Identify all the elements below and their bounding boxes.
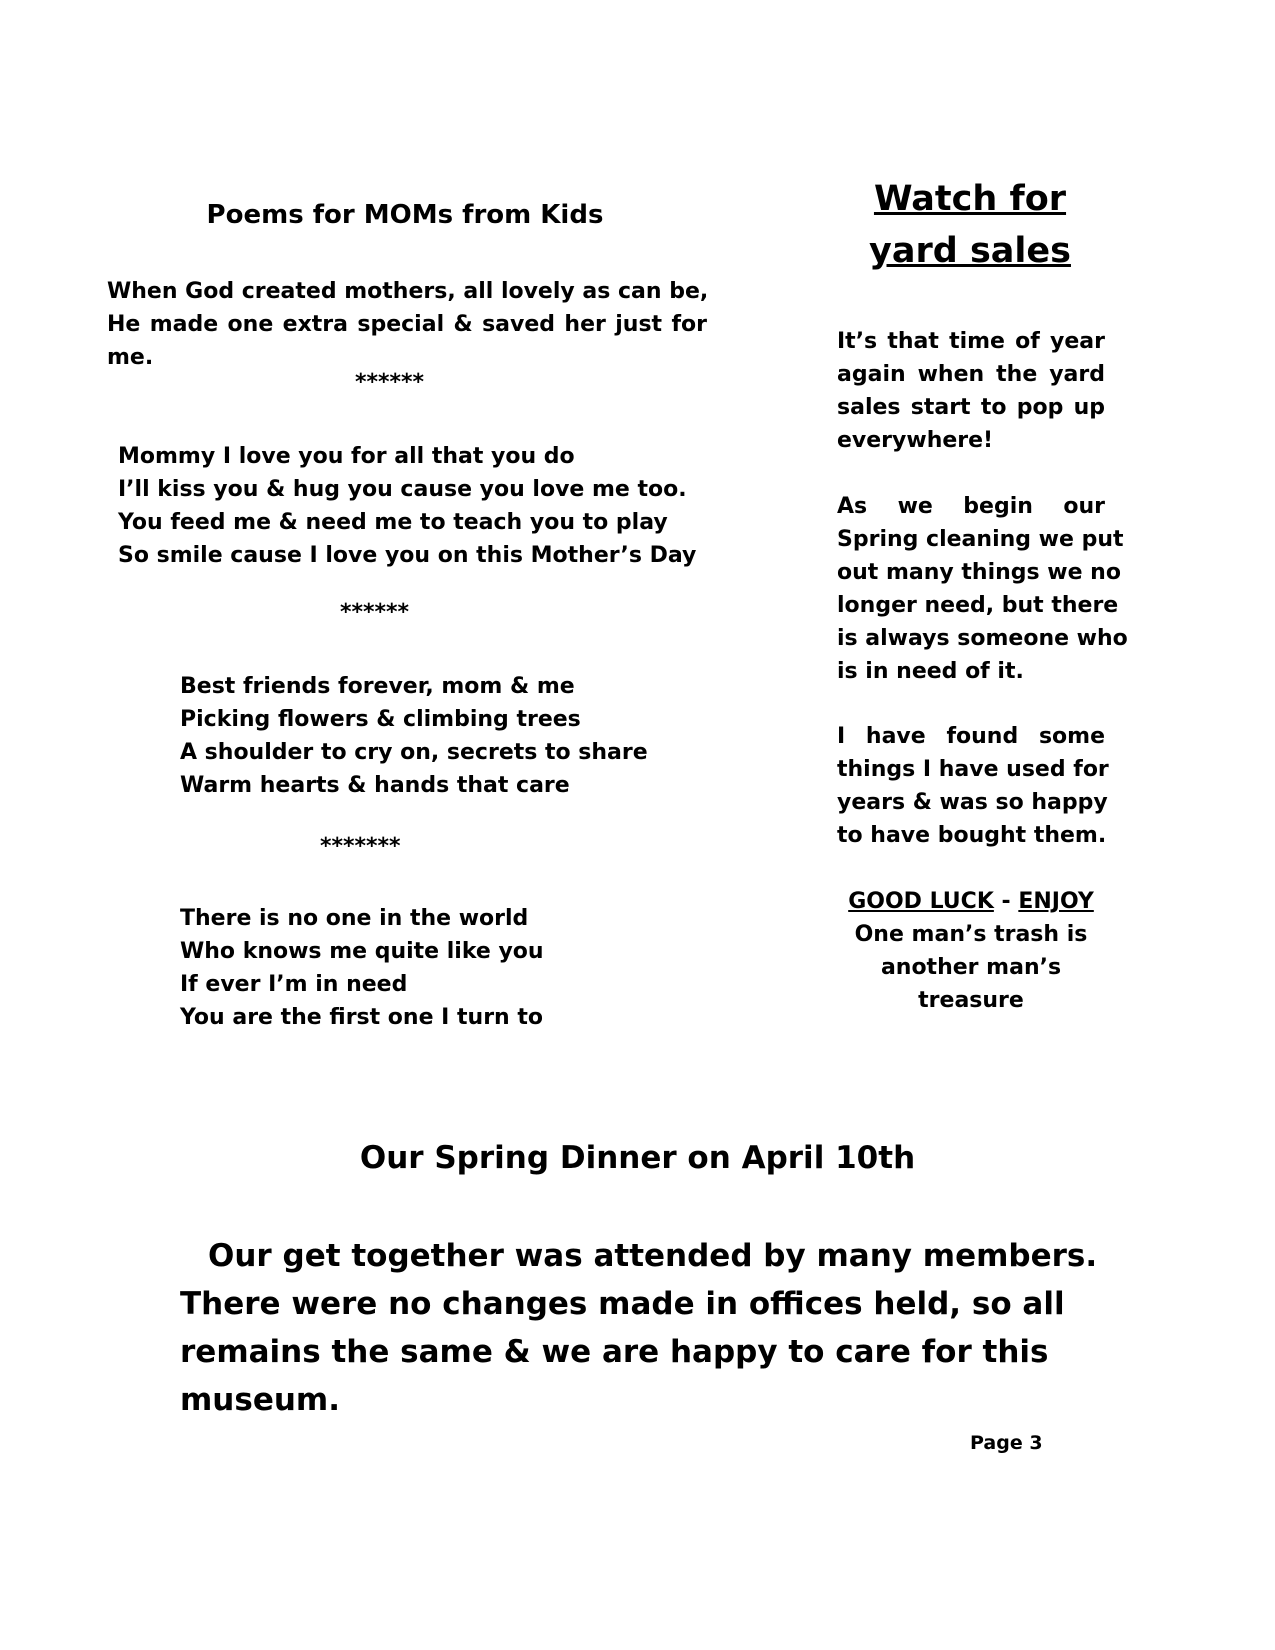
poems-title: Poems for MOMs from Kids — [206, 200, 604, 230]
poem-2-line: You feed me & need me to teach you to play — [118, 510, 668, 535]
yard-sales-paragraph — [837, 720, 1109, 852]
poem-2-line: So smile cause I love you on this Mother’s Day — [118, 543, 697, 568]
yard-sales-line: sales start to pop up — [837, 395, 1105, 420]
yard-sales-title-line: yard sales — [869, 231, 1071, 271]
enjoy-text: ENJOY — [1018, 889, 1094, 914]
yard-sales-closing — [837, 885, 1105, 1017]
dinner-body — [180, 1232, 1098, 1424]
good-luck-text: GOOD LUCK — [848, 889, 994, 914]
dinner-line: There were no changes made in offices held, so all — [180, 1286, 1065, 1322]
poem-3-line: Picking flowers & climbing trees — [180, 707, 581, 732]
poem-4-line: You are the first one I turn to — [180, 1005, 543, 1030]
yard-sales-line: again when the yard — [837, 362, 1105, 387]
poem-3-line: A shoulder to cry on, secrets to share — [180, 740, 648, 765]
yard-sales-line: everywhere! — [837, 428, 994, 453]
yard-sales-paragraph — [837, 325, 1105, 457]
poem-1-line: me. — [107, 345, 154, 370]
poem-separator: ******* — [320, 834, 401, 859]
yard-sales-line: is always someone who — [837, 626, 1128, 651]
yard-sales-paragraph — [837, 490, 1128, 688]
poem-2 — [118, 440, 696, 572]
poem-4-line: If ever I’m in need — [180, 972, 408, 997]
poem-separator: ****** — [340, 600, 410, 625]
yard-sales-line: years & was so happy — [837, 790, 1108, 815]
yard-sales-line: It’s that time of year — [837, 329, 1105, 354]
poem-separator: ****** — [355, 370, 425, 395]
yard-sales-line: longer need, but there — [837, 593, 1119, 618]
dinner-line: remains the same & we are happy to care for this — [180, 1334, 1049, 1370]
yard-sales-line: things I have used for — [837, 757, 1109, 782]
dinner-line: Our get together was attended by many members. — [208, 1238, 1098, 1274]
good-luck-line — [837, 885, 1105, 918]
poem-1-line: When God created mothers, all lovely as can be, — [107, 279, 709, 304]
poem-1 — [107, 275, 707, 374]
dinner-title: Our Spring Dinner on April 10th — [359, 1140, 916, 1176]
yard-sales-line: I have found some — [837, 724, 1105, 749]
poem-2-line: Mommy I love you for all that you do — [118, 444, 575, 469]
poem-2-line: I’ll kiss you & hug you cause you love me too. — [118, 477, 687, 502]
yard-sales-line: to have bought them. — [837, 823, 1107, 848]
closing-dash: - — [993, 889, 1019, 914]
poem-4-line: There is no one in the world — [180, 906, 529, 931]
closing-line: treasure — [918, 988, 1024, 1013]
dinner-line: museum. — [180, 1382, 340, 1418]
yard-sales-title — [835, 173, 1105, 277]
poem-1-line: He made one extra special & saved her just for — [107, 312, 707, 337]
poem-3-line: Best friends forever, mom & me — [180, 674, 575, 699]
poem-4-line: Who knows me quite like you — [180, 939, 544, 964]
yard-sales-line: out many things we no — [837, 560, 1121, 585]
poem-3 — [180, 670, 648, 802]
yard-sales-line: is in need of it. — [837, 659, 1024, 684]
poem-4 — [180, 902, 544, 1034]
yard-sales-line: As we begin our — [837, 494, 1105, 519]
page-number: Page 3 — [970, 1432, 1043, 1454]
yard-sales-line: Spring cleaning we put — [837, 527, 1124, 552]
closing-line: another man’s — [880, 955, 1062, 980]
yard-sales-title-line: Watch for — [873, 179, 1067, 219]
closing-line: One man’s trash is — [854, 922, 1088, 947]
poem-3-line: Warm hearts & hands that care — [180, 773, 570, 798]
